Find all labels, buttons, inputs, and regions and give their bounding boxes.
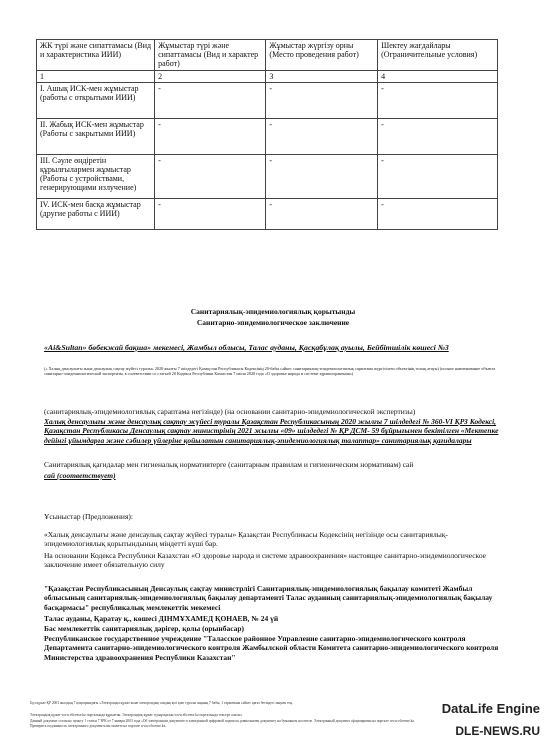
table-cell: - (378, 198, 498, 229)
header-cell: Жұмыстар түрі және сипаттамасы (Вид и характер работ) (155, 40, 266, 71)
header-cell: Жұмыстар жүргізу орны (Место проведения работ) (266, 40, 378, 71)
watermark-title: DataLife Engine (441, 701, 540, 716)
header-cell: ЖК түрі және сипаттамасы (Вид и характеристика ИИИ) (37, 40, 155, 71)
proposals-label: Ұсыныстар (Предложения): (44, 512, 133, 521)
row-label: IV. ИСК-мен басқа жұмыстар (другие работы с ИИИ) (37, 198, 155, 229)
authority-ru: Республиканское государственное учреждение "Таласское районное Управление санитарно-эпидемиологического контроля Департамента санитарно-эпидемиологического контроля Жамбылской области Комитета санитарно-эпидемиологического контроля Министерства здравоохранения Республики Казахстан" (44, 634, 499, 662)
legal-note-kz: «Халық денсаулығы және денсаулық сақтау жүйесі туралы» Қазақстан Республикасы Кодексінің негізінде осы санитариялық-эпидемиологиялық қорытындының міндетті күші бар. (44, 530, 448, 549)
authority-address: Талас ауданы, Қаратау қ., көшесі ДІНМҰХАМЕД ҚОНАЕВ, № 24 үй (44, 614, 279, 623)
number-cell: 4 (378, 70, 498, 82)
table-cell: - (378, 82, 498, 118)
table-cell: - (266, 118, 378, 154)
table-row (37, 154, 498, 198)
table-cell: - (155, 154, 266, 198)
conclusion-title-ru: Санитарно-эпидемиологическое заключение (196, 318, 350, 327)
table-row (37, 82, 498, 118)
authority-kz: "Қазақстан Республикасының Денсаулық сақтау министрлігі Санитариялық-эпидемиологиялық бақылау комитеті Жамбыл облысының санитариялық-эпидемиологиялық бақылау департаменті Талас ауданның санитариялық-эпидемиологиялық бақылау басқармасы" республикалық мемлекеттік мекемесі (44, 584, 493, 612)
table-number-row (37, 70, 498, 82)
object-note: (« Халық денсаулығы және денсаулық сақтау жүйесі туралы» 2020 жылғы 7 шілдедегі Қазақстан Республикасы Кодексінің 20-бабы сәйкес санитариялық-эпидемиологиялық сараптама жүргізілген объектінің толық атауы) (полное наименование объекта санитарно-эпидемиологической экспертизы, в соответствии со статьей 20 Кодекса Республики Казахстан 7 июля 2020 года «О здоровье народа и системе здравоохранения») (44, 366, 496, 377)
row-label: I. Ашық ИСК-мен жұмыстар (работы с открытыми ИИИ) (37, 82, 155, 118)
number-cell: 1 (37, 70, 155, 82)
basis-text: Халық денсаулығы және денсаулық сақтау жүйесі туралы Қазақстан Республикасының 2020 жылғы 7 шілдедегі № 360-VI ҚРЗ Кодексі, Қазақстан Республикасы Денсаулық сақтау министрінің 2021 жылғы «09» шілдедегі № ҚР ДСМ- 59 бұйрығымен бекітілген «Мектепке дейінгі ұйымдарға және сәбилер үйлеріне қойылатын санитариялық-эпидемиологиялық талаптар» санитариялық қағидалары (44, 417, 499, 445)
footer-line-3: Данный документ согласно пункту 1 статьи 7 ЗРК от 7 января 2003 года «Об электронном документе и электронной цифровой подписи» равнозначен документу на бумажном носителе. Электронный документ сформирован на портале www.elicense.kz. Проверить подлинность электронного документа вы можете на портале www.elicense.kz. (30, 719, 415, 728)
table-cell: - (378, 154, 498, 198)
table-cell: - (155, 118, 266, 154)
table-cell: - (266, 198, 378, 229)
row-label: II. Жабық ИСК-мен жұмыстар (Работы с закрытыми ИИИ) (37, 118, 155, 154)
conclusion-title-kz: Санитариялық-эпидемиологиялық қорытынды (190, 307, 356, 316)
row-label: III. Сәуле өндіретін құрылғылармен жұмыстар (Работы с устройствами, генерирующими излучение) (37, 154, 155, 198)
table-row (37, 118, 498, 154)
table-header-row (37, 40, 498, 71)
legal-note-ru: На основании Кодекса Республики Казахстан «О здоровье народа и системе здравоохранения» настоящее санитарно-эпидемиологическое заключение имеет обязательную силу (44, 551, 486, 570)
watermark-site: DLE-NEWS.RU (455, 724, 540, 738)
footer-line-1: Бұл құжат ҚР 2003 жылдың 7 қаңтарындағы «Электронды құжат және электрондық сандық қол қою туралы заңның 7 бабы, 1 тармағына сәйкес қағаз бетіндегі заңмен тең. (30, 701, 293, 705)
table-cell: - (266, 82, 378, 118)
radiation-sources-table (36, 39, 498, 230)
compliance-label: Санитариялық қағидалар мен гигиеналық нормативтерге (санитарным правилам и гигиеническим нормативам) сай (44, 460, 414, 469)
number-cell: 3 (266, 70, 378, 82)
basis-label: (санитариялық-эпидемиологиялық сараптама негізінде) (на основании санитарно-эпидемиологической экспертизы) (44, 407, 416, 416)
table-row (37, 198, 498, 229)
table-cell: - (266, 154, 378, 198)
compliance-value: сай (соответствует) (44, 471, 116, 480)
header-cell: Шектеу жағдайлары (Ограничительные условия) (378, 40, 498, 71)
footer-line-2: Электрондық құжат www.elicense.kz порталында құрылған. Электрондық құжат түпнұсқасын www.elicense.kz порталында тексере аласыз. (30, 713, 243, 717)
table-cell: - (155, 198, 266, 229)
table-cell: - (155, 82, 266, 118)
object-name: «Ai&Sultan» бөбекжай бақша» мекемесі, Жамбыл облысы, Талас ауданы, Қасқабұлақ ауылы, Бейбітшілік көшесі №3 (44, 343, 449, 352)
chief-doctor: Бас мемлекеттік санитариялық дәрігер, қолы (орынбасар) (44, 624, 245, 633)
number-cell: 2 (155, 70, 266, 82)
table-cell: - (378, 118, 498, 154)
